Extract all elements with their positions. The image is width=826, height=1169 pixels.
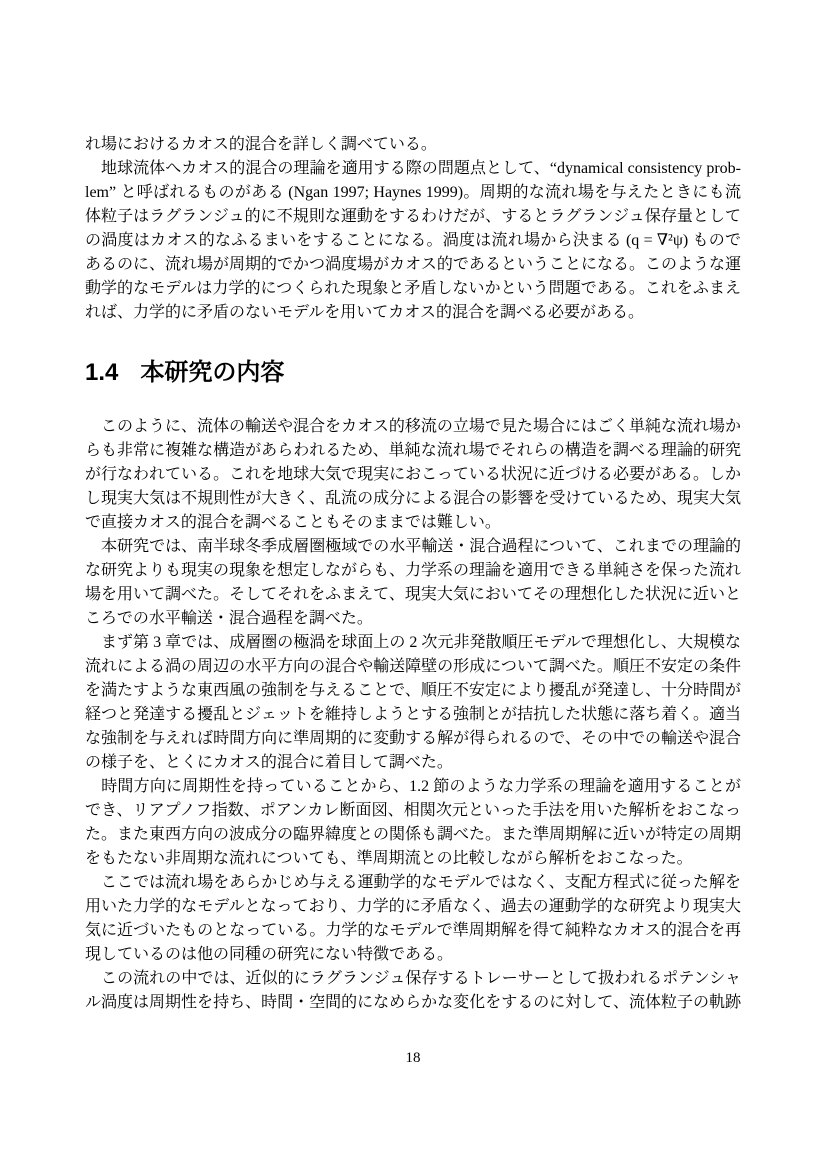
text-line: らも非常に複雑な構造があらわれるため、単純な流れ場でそれらの構造を調べる理論的研究	[85, 442, 741, 459]
body-paragraphs	[85, 415, 741, 1015]
section-number: 1.4	[85, 359, 119, 386]
text-line: 場を用いて調べた。そしてそれをふまえて、現実大気においてその理想化した状況に近いと	[85, 586, 741, 603]
text-line: 時間方向に周期性を持っていることから、1.2 節のような力学系の理論を適用することが	[85, 778, 741, 795]
text-line: が行なわれている。これを地球大気で現実におこっている状況に近づける必要がある。しか	[85, 466, 741, 483]
text-line: た。また東西方向の波成分の臨界緯度との関係も調べた。また準周期解に近いが特定の周期	[85, 826, 741, 843]
section-heading	[85, 358, 741, 388]
text-line: ル渦度は周期性を持ち、時間・空間的になめらかな変化をするのに対して、流体粒子の軌跡	[85, 994, 741, 1011]
text-line: ここでは流れ場をあらかじめ与える運動学的なモデルではなく、支配方程式に従った解を	[85, 874, 741, 891]
text-line: で直接カオス的混合を調べることもそのままでは難しい。	[85, 514, 501, 531]
text-line: の様子を、とくにカオス的混合に着目して調べた。	[85, 754, 453, 771]
paragraph	[85, 415, 741, 535]
paragraph	[85, 535, 741, 631]
text-line: 気に近づいたものとなっている。力学的なモデルで準周期解を得て純粋なカオス的混合を再	[85, 922, 741, 939]
text-line: 流れによる渦の周辺の水平方向の混合や輸送障壁の形成について調べた。順圧不安定の条件	[85, 658, 741, 675]
text-line: な強制を与えれば時間方向に準周期的に変動する解が得られるので、その中での輸送や混合	[85, 730, 741, 747]
text-line: し現実大気は不規則性が大きく、乱流の成分による混合の影響を受けているため、現実大気	[85, 490, 741, 507]
text-line: 動学的なモデルは力学的につくられた現象と矛盾しないかという問題である。これをふまえ	[85, 280, 741, 297]
text-column	[85, 133, 741, 1015]
text-line: れば、力学的に矛盾のないモデルを用いてカオス的混合を調べる必要がある。	[85, 304, 645, 321]
text-line: あるのに、流れ場が周期的でかつ渦度場がカオス的であるということになる。このような運	[85, 256, 741, 273]
paragraph	[85, 157, 741, 325]
paragraph	[85, 631, 741, 775]
text-line: 地球流体へカオス的混合の理論を適用する際の問題点として、“dynamical consistency prob-	[85, 160, 741, 177]
paragraph	[85, 967, 741, 1015]
text-line: この流れの中では、近似的にラグランジュ保存するトレーサーとして扱われるポテンシャ	[85, 970, 741, 987]
paragraph	[85, 871, 741, 967]
text-line: を満たすような東西風の強制を与えることで、順圧不安定により擾乱が発達し、十分時間が	[85, 682, 741, 699]
text-line: 体粒子はラグランジュ的に不規則な運動をするわけだが、するとラグランジュ保存量として	[85, 208, 741, 225]
text-line: をもたない非周期な流れについても、準周期流との比較しながら解析をおこなった。	[85, 850, 693, 867]
text-line: 経つと発達する擾乱とジェットを維持しようとする強制とが拮抗した状態に落ち着く。適当	[85, 706, 741, 723]
text-line: でき、リアプノフ指数、ポアンカレ断面図、相関次元といった手法を用いた解析をおこなっ	[85, 802, 741, 819]
page-number: 18	[405, 1050, 421, 1066]
text-line: ころでの水平輸送・混合過程を調べた。	[85, 610, 373, 627]
text-line: 現しているのは他の同種の研究にない特徴である。	[85, 946, 454, 963]
text-line: れ場におけるカオス的混合を詳しく調べている。	[85, 136, 437, 153]
text-line: lem” と呼ばれるものがある (Ngan 1997; Haynes 1999)。周期的な流れ場を与えたときにも流	[85, 184, 741, 201]
text-line: な研究よりも現実の現象を想定しながらも、力学系の理論を適用できる単純さを保った流れ	[85, 562, 741, 579]
text-line: 本研究では、南半球冬季成層圏極域での水平輸送・混合過程について、これまでの理論的	[85, 538, 741, 555]
text-line: の渦度はカオス的なふるまいをすることになる。渦度は流れ場から決まる (q = ∇²ψ) もので	[85, 232, 741, 249]
text-line: このように、流体の輸送や混合をカオス的移流の立場で見た場合にはごく単純な流れ場か	[85, 418, 741, 435]
paragraph	[85, 133, 741, 157]
text-line: まず第 3 章では、成層圏の極渦を球面上の 2 次元非発散順圧モデルで理想化し、大規模な	[85, 634, 741, 651]
section-title: 本研究の内容	[140, 359, 285, 386]
intro-paragraphs	[85, 133, 741, 325]
paragraph	[85, 775, 741, 871]
text-line: 用いた力学的なモデルとなっており、力学的に矛盾なく、過去の運動学的な研究より現実大	[85, 898, 741, 915]
